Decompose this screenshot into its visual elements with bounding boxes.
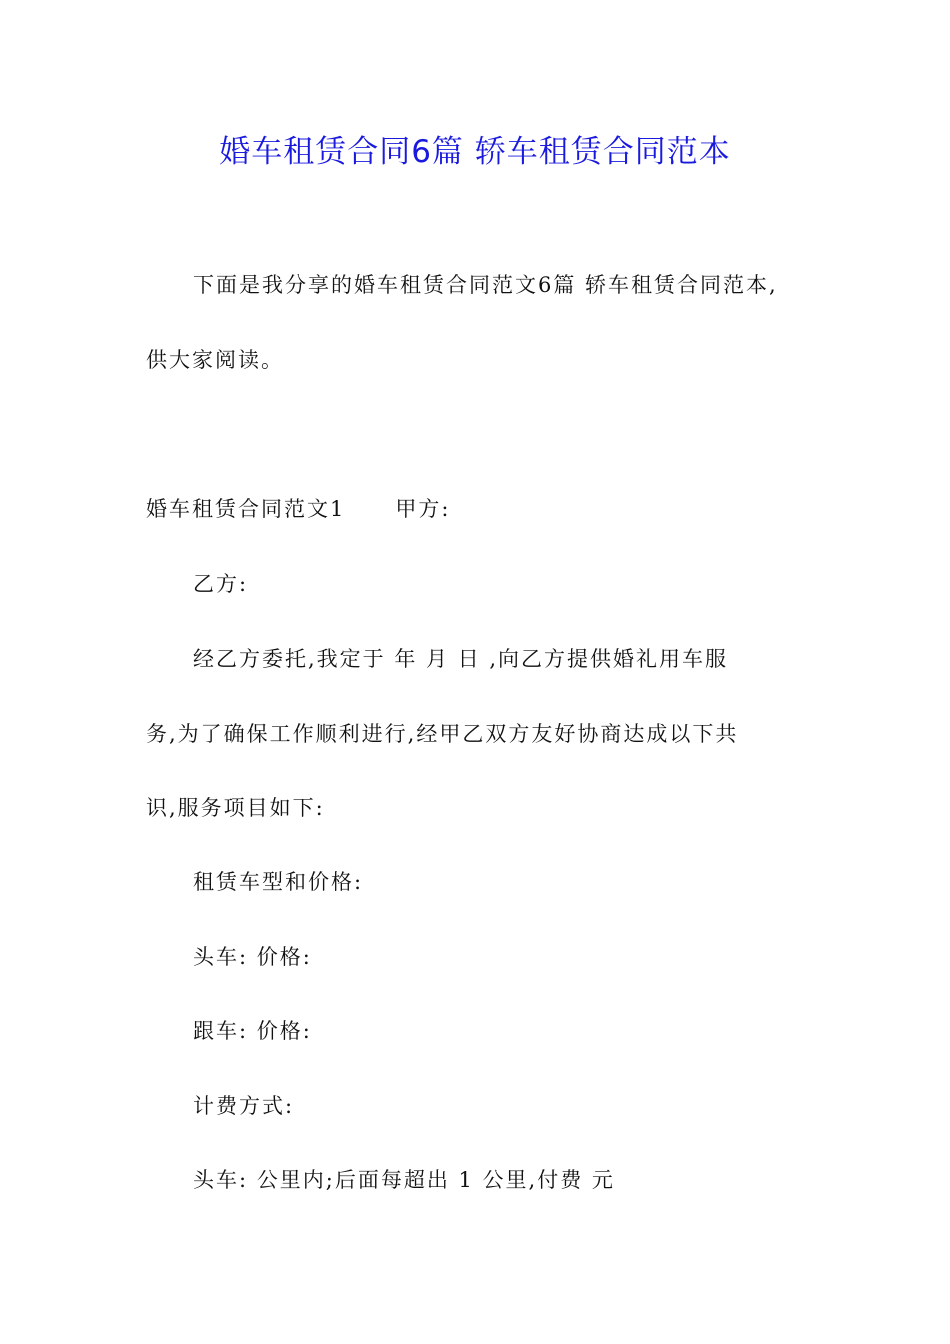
body-line-3: 识,服务项目如下: [146, 796, 325, 820]
billing-method-heading: 计费方式: [193, 1094, 295, 1118]
section-heading: 婚车租赁合同范文1 [146, 497, 346, 521]
lead-car-price: 头车: 价格: [193, 945, 312, 969]
intro-line-2: 供大家阅读。 [146, 348, 284, 372]
body-line-2: 务,为了确保工作顺利进行,经甲乙双方友好协商达成以下共 [146, 722, 739, 746]
party-a-label: 甲方: [395, 497, 451, 521]
follow-car-price: 跟车: 价格: [193, 1019, 312, 1043]
body-line-1: 经乙方委托,我定于 年 月 日 ,向乙方提供婚礼用车服 [193, 647, 729, 671]
party-b-label: 乙方: [193, 572, 249, 596]
lead-car-billing: 头车: 公里内;后面每超出 1 公里,付费 元 [193, 1168, 615, 1192]
document-title: 婚车租赁合同6篇 轿车租赁合同范本 [219, 134, 731, 170]
section-heading-row [146, 494, 450, 524]
vehicle-types-heading: 租赁车型和价格: [193, 870, 364, 894]
intro-line-1: 下面是我分享的婚车租赁合同范文6篇 轿车租赁合同范本, [193, 273, 778, 297]
